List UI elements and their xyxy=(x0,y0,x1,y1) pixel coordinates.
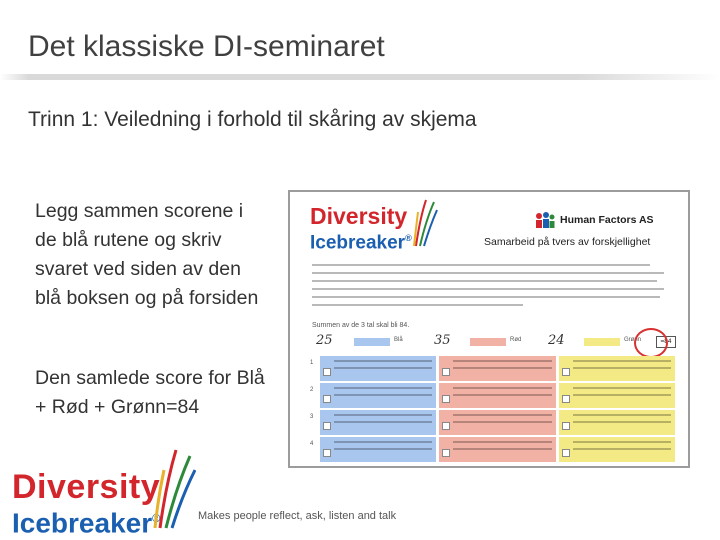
form-logo-reg: ® xyxy=(405,233,412,243)
blue-chip xyxy=(354,338,390,346)
logo-reg: ® xyxy=(152,513,161,525)
feather-icon xyxy=(412,198,438,248)
form-instruction-text xyxy=(312,264,664,312)
grid-row xyxy=(310,356,678,381)
people-icon xyxy=(534,212,556,228)
form-answer-grid xyxy=(310,356,678,464)
grid-row xyxy=(310,410,678,435)
form-diversity-logo xyxy=(310,204,412,253)
blue-chip-label: Blå xyxy=(394,337,403,343)
human-factors-name: Human Factors AS xyxy=(560,213,654,226)
total-score-box: =84 xyxy=(656,336,676,348)
feather-icon xyxy=(152,448,196,530)
green-chip xyxy=(584,338,620,346)
total-highlight-circle xyxy=(634,328,668,358)
logo-tagline: Makes people reflect, ask, listen and talk xyxy=(198,510,397,522)
row-number: 3 xyxy=(310,414,314,420)
slide-title: Det klassiske DI-seminaret xyxy=(28,30,385,63)
red-score: 35 xyxy=(434,333,451,348)
row-number: 2 xyxy=(310,387,314,393)
bullet-text-2: Den samlede score for Blå + Rød + Grønn=84 xyxy=(35,367,265,418)
green-score: 24 xyxy=(548,333,565,348)
bullet-text-1: Legg sammen scorene i de blå rutene og skriv svaret ved siden av den blå boksen og på forsiden xyxy=(35,200,259,309)
form-sum-line: Summen av de 3 tal skal bli 84. xyxy=(312,322,410,329)
form-logo-diversity: Diversity xyxy=(310,203,408,229)
form-subtitle: Samarbeid på tvers av forskjellighet xyxy=(484,236,651,248)
logo-icebreaker: Icebreaker xyxy=(12,507,153,539)
form-logo-icebreaker: Icebreaker xyxy=(310,232,406,254)
red-chip xyxy=(470,338,506,346)
scanned-form-image xyxy=(288,190,690,468)
form-score-row xyxy=(312,335,672,349)
blue-score: 25 xyxy=(316,333,333,348)
title-divider xyxy=(0,74,720,80)
row-number: 4 xyxy=(310,441,314,447)
grid-row xyxy=(310,437,678,462)
slide-subtitle: Trinn 1: Veiledning i forhold til skåring av skjema xyxy=(28,108,477,131)
diversity-icebreaker-logo xyxy=(12,470,160,538)
logo-diversity: Diversity xyxy=(12,468,161,506)
grid-row xyxy=(310,383,678,408)
green-chip-label: Grønn xyxy=(624,337,642,343)
human-factors-logo xyxy=(534,212,654,228)
row-number: 1 xyxy=(310,360,314,366)
red-chip-label: Rød xyxy=(510,337,522,343)
